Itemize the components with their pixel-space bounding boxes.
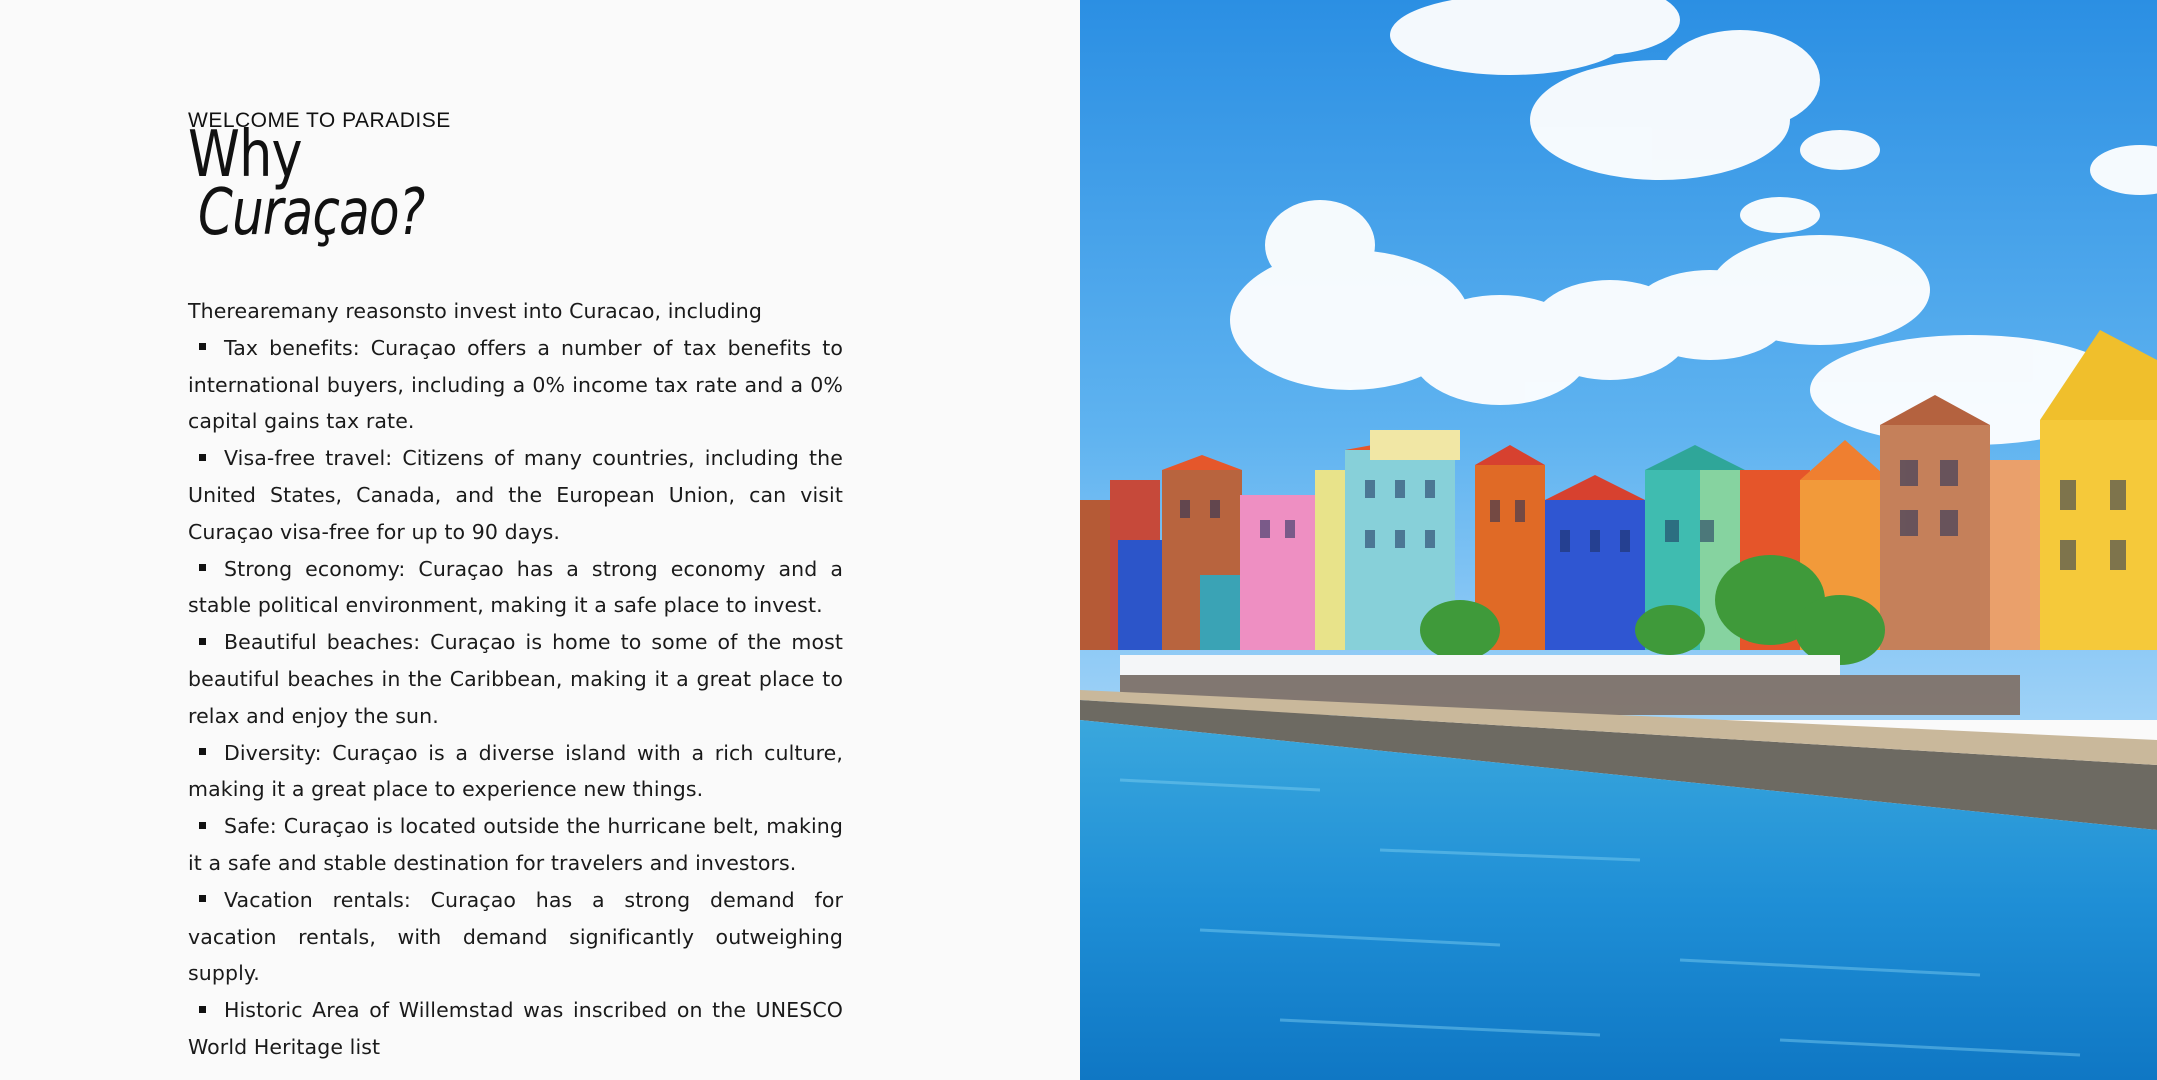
list-item bbox=[188, 882, 843, 992]
list-item-text: Diversity: Curaçao is a diverse island with a rich culture, making it a great place to experience new things. bbox=[188, 740, 843, 802]
bullet-icon bbox=[199, 454, 206, 461]
bullet-icon bbox=[199, 1006, 206, 1013]
list-item-text: Safe: Curaçao is located outside the hurricane belt, making it a safe and stable destination for travelers and investors. bbox=[188, 814, 843, 875]
list-item bbox=[188, 330, 843, 440]
list-item-text: Strong economy: Curaçao has a strong economy and a stable political environment, making it a safe place to invest. bbox=[188, 556, 843, 618]
list-item-text: Tax benefits: Curaçao offers a number of tax benefits to international buyers, including a 0% income tax rate and a 0% capital gains tax rate. bbox=[188, 335, 843, 434]
list-item-text: Historic Area of Willemstad was inscribed on the UNESCO World Heritage list bbox=[188, 998, 843, 1059]
body-text bbox=[188, 293, 843, 1066]
list-item-text: Vacation rentals: Curaçao has a strong demand for vacation rentals, with demand significantly outweighing supply. bbox=[188, 887, 843, 986]
page-title-line2: Curaçao? bbox=[198, 176, 425, 250]
bullet-icon bbox=[199, 343, 206, 350]
list-item bbox=[188, 551, 843, 625]
list-item-text: Beautiful beaches: Curaçao is home to some of the most beautiful beaches in the Caribbean, making it a great place to relax and enjoy the sun. bbox=[188, 630, 843, 728]
reasons-list bbox=[188, 330, 843, 1066]
willemstad-photo bbox=[1080, 0, 2157, 1080]
list-item bbox=[188, 624, 843, 734]
intro-paragraph: Therearemany reasonsto invest into Curacao, including bbox=[188, 299, 763, 323]
list-item bbox=[188, 808, 843, 882]
bullet-icon bbox=[199, 638, 206, 645]
bullet-icon bbox=[199, 895, 206, 902]
bullet-icon bbox=[199, 822, 206, 829]
list-item-text: Visa-free travel: Citizens of many countries, including the United States, Canada, and the European Union, can visit Curaçao visa-free for up to 90 days. bbox=[188, 446, 843, 544]
list-item bbox=[188, 440, 843, 550]
bullet-icon bbox=[199, 748, 206, 755]
list-item bbox=[188, 992, 843, 1066]
page-title-line1: Why bbox=[188, 118, 302, 192]
list-item bbox=[188, 735, 843, 809]
bullet-icon bbox=[199, 564, 206, 571]
eyebrow-label: WELCOME TO PARADISE bbox=[188, 109, 451, 132]
